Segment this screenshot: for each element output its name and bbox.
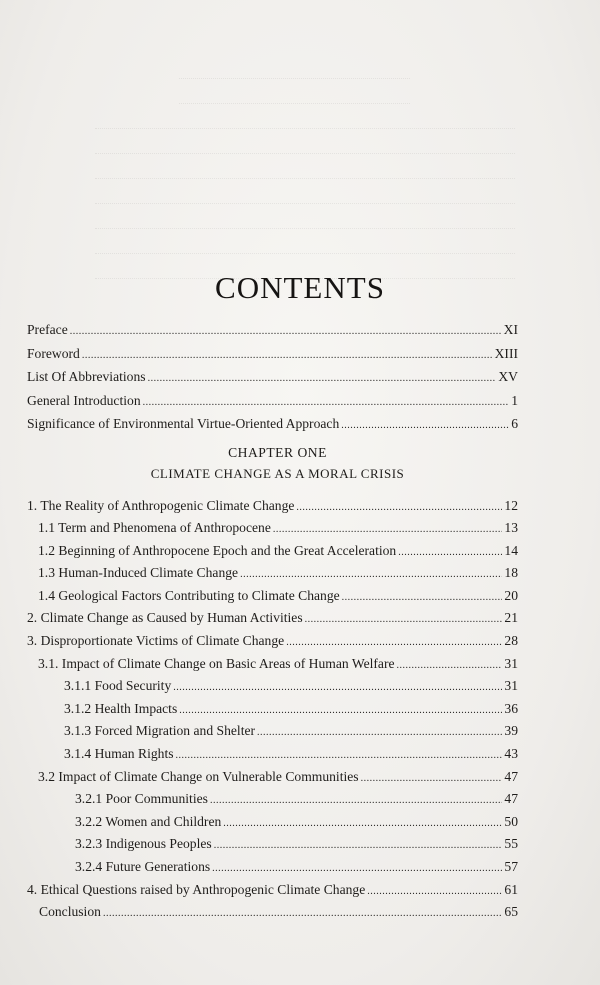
toc-entry-label: 3.1.2 Health Impacts bbox=[64, 700, 178, 716]
toc-entry-page: 28 bbox=[504, 633, 518, 649]
dot-leader bbox=[296, 497, 502, 520]
toc-entry-label: 3.2.4 Future Generations bbox=[75, 859, 211, 874]
toc-entry-label: 3.2 Impact of Climate Change on Vulnerable Communities bbox=[38, 768, 359, 784]
toc-entry-foreword bbox=[27, 342, 518, 366]
toc-entry-page: XI bbox=[503, 322, 518, 337]
dot-leader bbox=[210, 790, 502, 813]
toc-entry-page: 36 bbox=[504, 700, 518, 716]
toc-entry bbox=[27, 833, 518, 856]
toc-entry bbox=[27, 585, 518, 608]
dot-leader bbox=[179, 700, 502, 723]
dot-leader bbox=[173, 677, 502, 700]
toc-entry-label: 3. Disproportionate Victims of Climate Change bbox=[27, 633, 285, 649]
toc-entry-label: 3.1.4 Human Rights bbox=[64, 746, 174, 762]
toc-entry-page: 50 bbox=[504, 813, 518, 829]
toc-entry bbox=[27, 766, 518, 789]
toc-entry bbox=[27, 879, 518, 902]
dot-leader bbox=[148, 367, 497, 391]
toc-entry-page: 12 bbox=[504, 497, 518, 513]
dot-leader bbox=[342, 587, 503, 610]
dot-leader bbox=[82, 344, 493, 368]
toc-entry-page: 55 bbox=[504, 836, 518, 852]
dot-leader bbox=[212, 858, 502, 881]
toc-entry bbox=[27, 540, 518, 563]
toc-entry-page: 57 bbox=[504, 859, 518, 874]
toc-entry bbox=[27, 630, 518, 653]
toc-entry bbox=[27, 811, 518, 834]
dot-leader bbox=[367, 881, 502, 904]
toc-entry bbox=[27, 698, 518, 721]
toc-entry-label: 3.1.1 Food Security bbox=[64, 678, 172, 694]
toc-entry-label: 3.2.1 Poor Communities bbox=[75, 791, 208, 807]
toc-entry-page: 18 bbox=[504, 565, 518, 581]
toc-entry bbox=[27, 607, 518, 630]
toc-entry-label: List Of Abbreviations bbox=[27, 369, 146, 384]
dot-leader bbox=[273, 519, 503, 542]
toc-entry bbox=[27, 517, 518, 540]
toc-entry bbox=[27, 562, 518, 585]
toc-entry bbox=[27, 743, 518, 766]
toc-entry-page: 13 bbox=[504, 520, 518, 536]
toc-entry-page: 1 bbox=[511, 392, 518, 408]
toc-entry-page: 31 bbox=[504, 678, 518, 694]
dot-leader bbox=[214, 835, 503, 858]
dot-leader bbox=[143, 391, 510, 415]
toc-entry-page: 20 bbox=[504, 587, 518, 603]
toc-entry-label: 4. Ethical Questions raised by Anthropogenic Climate Change bbox=[27, 881, 366, 897]
toc-entry-page: 31 bbox=[504, 655, 518, 671]
toc-entry-page: 61 bbox=[504, 881, 518, 897]
toc-entry-page: 65 bbox=[504, 904, 518, 920]
toc-entry-page: 47 bbox=[504, 791, 518, 807]
toc-entry-general-introduction bbox=[27, 389, 518, 413]
dot-leader bbox=[223, 813, 502, 836]
dot-leader bbox=[70, 320, 502, 344]
toc-entry-label: Preface bbox=[27, 322, 68, 337]
toc-entry-label: General Introduction bbox=[27, 392, 141, 408]
toc-entry-page: 14 bbox=[504, 542, 518, 558]
toc-entry-label: Significance of Environmental Virtue-Oriented Approach bbox=[27, 416, 340, 431]
dot-leader bbox=[398, 542, 502, 565]
toc-entry-label: Foreword bbox=[27, 345, 80, 361]
dot-leader bbox=[397, 655, 503, 678]
toc-entry bbox=[27, 720, 518, 743]
toc-entry-label: Conclusion bbox=[39, 904, 101, 920]
toc-entry bbox=[27, 675, 518, 698]
toc-entry-significance bbox=[27, 412, 518, 436]
toc-entry-page: 39 bbox=[504, 723, 518, 739]
dot-leader bbox=[176, 745, 503, 768]
toc-entry-label: 1.4 Geological Factors Contributing to Climate Change bbox=[38, 587, 340, 603]
table-of-contents bbox=[27, 318, 518, 924]
toc-entry-label: 1.3 Human-Induced Climate Change bbox=[38, 565, 239, 581]
toc-entry-page: XIII bbox=[494, 345, 518, 361]
toc-entry bbox=[27, 856, 518, 879]
toc-entry-page: 6 bbox=[511, 416, 518, 431]
toc-entry-label: 2. Climate Change as Caused by Human Activities bbox=[27, 610, 303, 626]
toc-entry-page: 43 bbox=[504, 746, 518, 762]
toc-entry bbox=[27, 788, 518, 811]
toc-entry bbox=[27, 653, 518, 676]
toc-entry bbox=[27, 901, 518, 924]
toc-entry-label: 1.2 Beginning of Anthropocene Epoch and the Great Acceleration bbox=[38, 542, 397, 558]
toc-entry-page: XV bbox=[498, 369, 518, 384]
toc-entry-label: 3.1. Impact of Climate Change on Basic Areas of Human Welfare bbox=[38, 655, 395, 671]
toc-entry-page: 21 bbox=[504, 610, 518, 626]
toc-entry bbox=[27, 495, 518, 518]
dot-leader bbox=[240, 564, 502, 587]
dot-leader bbox=[103, 903, 502, 926]
dot-leader bbox=[305, 609, 503, 632]
chapter-number: CHAPTER ONE bbox=[228, 444, 327, 460]
dot-leader bbox=[286, 632, 502, 655]
dot-leader bbox=[257, 722, 502, 745]
toc-entry-label: 1.1 Term and Phenomena of Anthropocene bbox=[38, 520, 271, 536]
toc-entry-label: 3.2.3 Indigenous Peoples bbox=[75, 836, 212, 852]
dot-leader bbox=[341, 414, 509, 438]
page-title: CONTENTS bbox=[215, 270, 385, 305]
toc-entry-label: 1. The Reality of Anthropogenic Climate Change bbox=[27, 497, 295, 513]
toc-entry-preface bbox=[27, 318, 518, 342]
toc-entry-page: 47 bbox=[504, 768, 518, 784]
chapter-title: CLIMATE CHANGE AS A MORAL CRISIS bbox=[150, 465, 405, 481]
dot-leader bbox=[361, 768, 503, 791]
toc-entry-abbreviations bbox=[27, 365, 518, 389]
toc-entry-label: 3.2.2 Women and Children bbox=[75, 813, 222, 829]
toc-entry-label: 3.1.3 Forced Migration and Shelter bbox=[64, 723, 256, 739]
